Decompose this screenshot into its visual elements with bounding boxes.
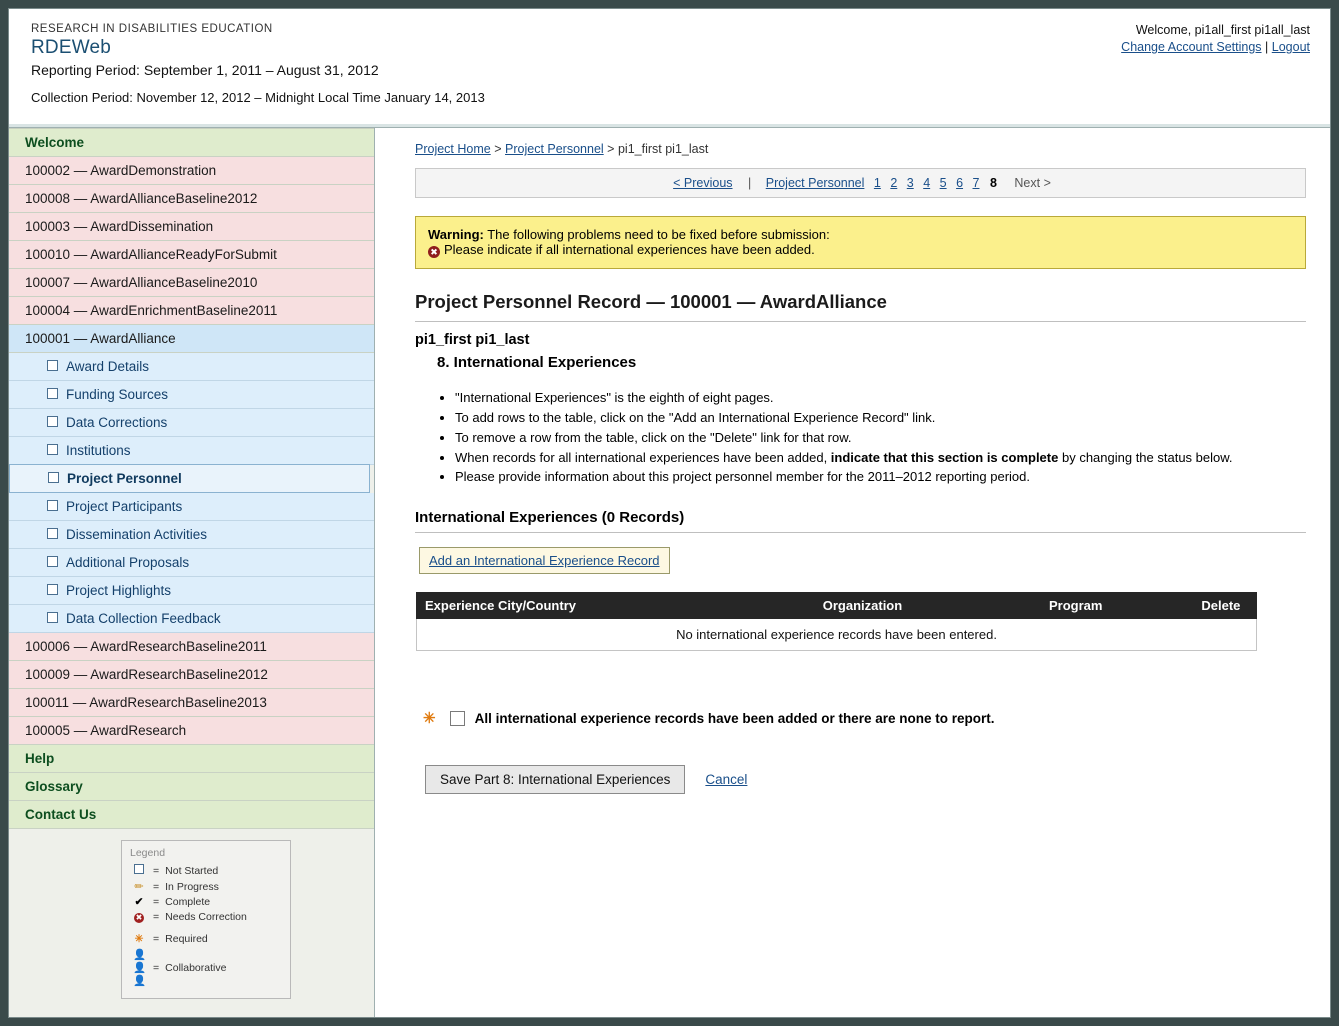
sidebar-item-award-100011[interactable]: 100011 — AwardResearchBaseline2013 bbox=[9, 689, 374, 717]
required-star-icon: ✳ bbox=[423, 710, 436, 728]
not-started-icon bbox=[47, 612, 58, 623]
not-started-icon bbox=[47, 388, 58, 399]
legend bbox=[121, 840, 291, 999]
list-item: • "International Experiences" is the eighth of eight pages. bbox=[455, 389, 1306, 408]
warning-line bbox=[428, 227, 1293, 242]
sidebar-subitem-label: Funding Sources bbox=[66, 387, 169, 402]
sidebar-subitem-label: Project Personnel bbox=[67, 471, 182, 486]
legend-equals: = bbox=[153, 961, 160, 974]
sidebar-subitem-label: Award Details bbox=[66, 359, 150, 374]
sidebar-subitem-project-personnel[interactable] bbox=[9, 464, 370, 493]
app-window bbox=[8, 8, 1331, 1018]
pager-separator: | bbox=[748, 176, 752, 190]
link-separator: | bbox=[1265, 40, 1269, 54]
breadcrumb-separator: > bbox=[607, 142, 615, 156]
person-name: pi1_first pi1_last bbox=[415, 332, 530, 348]
not-started-icon bbox=[47, 528, 58, 539]
sidebar-item-award-100004[interactable]: 100004 — AwardEnrichmentBaseline2011 bbox=[9, 297, 374, 325]
not-started-icon bbox=[47, 556, 58, 567]
not-started-icon bbox=[47, 444, 58, 455]
legend-label: Not Started bbox=[165, 864, 219, 877]
page-body bbox=[9, 127, 1330, 1017]
sidebar-item-award-100009[interactable]: 100009 — AwardResearchBaseline2012 bbox=[9, 661, 374, 689]
section-heading: 8. International Experiences bbox=[437, 354, 637, 371]
check-icon: ✔ bbox=[134, 896, 144, 908]
sidebar-subitem-award-details[interactable] bbox=[9, 353, 374, 381]
sidebar-nav bbox=[9, 128, 374, 829]
sidebar-subitem-additional-proposals[interactable] bbox=[9, 549, 374, 577]
sidebar-subitem-label: Institutions bbox=[66, 443, 131, 458]
legend-row-needs-correction bbox=[130, 911, 282, 923]
column-organization: Organization bbox=[759, 593, 966, 619]
sidebar-subitem-institutions[interactable] bbox=[9, 437, 374, 465]
sidebar bbox=[9, 128, 375, 1017]
legend-row-collaborative bbox=[130, 948, 282, 987]
pager-page-6[interactable]: 6 bbox=[956, 176, 964, 190]
legend-label: Complete bbox=[165, 896, 211, 908]
sidebar-item-award-100008[interactable]: 100008 — AwardAllianceBaseline2012 bbox=[9, 185, 374, 213]
error-icon: ✖ bbox=[428, 246, 440, 258]
legend-equals: = bbox=[153, 880, 160, 893]
app-title: RDEWeb bbox=[31, 37, 112, 58]
pager-page-3[interactable]: 3 bbox=[906, 176, 914, 190]
account-area bbox=[1121, 23, 1310, 54]
column-experience-city-country: Experience City/Country bbox=[417, 593, 759, 619]
all-records-added-checkbox[interactable] bbox=[450, 711, 465, 726]
legend-label: In Progress bbox=[165, 880, 219, 893]
app-header bbox=[9, 9, 1330, 127]
sidebar-item-award-100006[interactable]: 100006 — AwardResearchBaseline2011 bbox=[9, 633, 374, 661]
not-started-icon bbox=[47, 500, 58, 511]
sidebar-item-award-100003[interactable]: 100003 — AwardDissemination bbox=[9, 213, 374, 241]
pager-page-1[interactable]: 1 bbox=[873, 176, 881, 190]
pager-project-personnel-link[interactable]: Project Personnel bbox=[765, 176, 865, 190]
legend-label: Required bbox=[165, 933, 208, 945]
sidebar-subitem-label: Dissemination Activities bbox=[66, 527, 208, 542]
column-program: Program bbox=[966, 593, 1185, 619]
sidebar-item-award-100001[interactable]: 100001 — AwardAlliance bbox=[9, 325, 374, 353]
legend-equals: = bbox=[153, 933, 160, 945]
list-item: • To add rows to the table, click on the "Add an International Experience Record" link. bbox=[455, 409, 1306, 428]
list-item: • To remove a row from the table, click on the "Delete" link for that row. bbox=[455, 429, 1306, 448]
add-international-experience-link[interactable]: Add an International Experience Record bbox=[429, 553, 660, 569]
legend-row-complete bbox=[130, 896, 282, 908]
pager bbox=[415, 168, 1306, 198]
collection-period: Collection Period: November 12, 2012 – Midnight Local Time January 14, 2013 bbox=[31, 90, 485, 105]
sidebar-item-award-100005[interactable]: 100005 — AwardResearch bbox=[9, 717, 374, 745]
sidebar-subitem-label: Project Highlights bbox=[66, 583, 172, 598]
pager-next-link[interactable]: Next > bbox=[1014, 176, 1051, 190]
page-title: Project Personnel Record — 100001 — AwardAlliance bbox=[415, 291, 1306, 322]
add-international-experience-button[interactable] bbox=[419, 547, 670, 574]
legend-equals: = bbox=[153, 864, 160, 877]
welcome-text: Welcome, pi1all_first pi1all_last bbox=[1135, 23, 1310, 37]
instructions-list bbox=[435, 389, 1306, 487]
list-item: • Please provide information about this project personnel member for the 2011–2012 reporting period. bbox=[455, 468, 1306, 487]
pager-page-7[interactable]: 7 bbox=[972, 176, 980, 190]
legend-title: Legend bbox=[130, 847, 166, 859]
warning-item bbox=[428, 242, 1293, 258]
form-actions bbox=[425, 765, 1306, 794]
warning-item-text: Please indicate if all international experiences have been added. bbox=[444, 242, 815, 257]
not-started-icon bbox=[47, 584, 58, 595]
breadcrumb-current: pi1_first pi1_last bbox=[617, 142, 709, 156]
legend-row-required bbox=[130, 933, 282, 945]
org-eyebrow: RESEARCH IN DISABILITIES EDUCATION bbox=[31, 23, 273, 35]
sidebar-subitem-funding-sources[interactable] bbox=[9, 381, 374, 409]
sidebar-item-welcome[interactable]: Welcome bbox=[9, 129, 374, 157]
table-heading: International Experiences (0 Records) bbox=[415, 509, 1306, 533]
save-button[interactable]: Save Part 8: International Experiences bbox=[425, 765, 685, 794]
column-delete: Delete bbox=[1185, 593, 1256, 619]
legend-equals: = bbox=[153, 911, 160, 923]
sidebar-subitem-project-participants[interactable] bbox=[9, 493, 374, 521]
warning-text: The following problems need to be fixed before submission: bbox=[483, 227, 830, 242]
not-started-icon bbox=[47, 416, 58, 427]
list-item: • When records for all international experiences have been added, indicate that this section is complete by changing the status below. bbox=[455, 449, 1306, 468]
not-started-icon bbox=[47, 360, 58, 371]
pencil-icon: ✏ bbox=[134, 881, 144, 893]
not-started-icon bbox=[130, 864, 148, 877]
breadcrumb-separator: > bbox=[494, 142, 502, 156]
change-account-settings-link[interactable]: Change Account Settings bbox=[1121, 40, 1262, 54]
all-records-added-label: All international experience records have been added or there are none to report. bbox=[474, 710, 995, 726]
sidebar-subitem-label: Additional Proposals bbox=[66, 555, 190, 570]
sidebar-item-contact-us[interactable]: Contact Us bbox=[9, 801, 374, 829]
sidebar-item-help[interactable]: Help bbox=[9, 745, 374, 773]
sidebar-subitem-project-highlights[interactable] bbox=[9, 577, 374, 605]
list-item-emphasis: indicate that this section is complete bbox=[830, 449, 1059, 465]
sidebar-item-award-100007[interactable]: 100007 — AwardAllianceBaseline2010 bbox=[9, 269, 374, 297]
breadcrumb-project-home[interactable]: Project Home bbox=[415, 142, 491, 156]
pager-page-2[interactable]: 2 bbox=[890, 176, 898, 190]
completion-checkbox-row bbox=[423, 709, 1306, 727]
logout-link[interactable]: Logout bbox=[1271, 40, 1310, 54]
collaborative-people-icon: 👤👤👤 bbox=[132, 949, 146, 987]
pager-current-page: 8 bbox=[989, 176, 997, 190]
sidebar-subitem-data-collection-feedback[interactable] bbox=[9, 605, 374, 633]
sidebar-item-award-100010[interactable]: 100010 — AwardAllianceReadyForSubmit bbox=[9, 241, 374, 269]
legend-equals: = bbox=[153, 896, 160, 908]
sidebar-subitem-label: Data Corrections bbox=[66, 415, 168, 430]
sidebar-subitem-dissemination-activities[interactable] bbox=[9, 521, 374, 549]
sidebar-subitem-data-corrections[interactable] bbox=[9, 409, 374, 437]
table-row bbox=[417, 619, 1257, 651]
legend-label: Collaborative bbox=[165, 961, 227, 974]
pager-previous-link[interactable]: < Previous bbox=[673, 176, 733, 190]
international-experiences-table bbox=[416, 592, 1257, 651]
breadcrumb bbox=[415, 142, 1306, 156]
sidebar-subitem-label: Project Participants bbox=[66, 499, 183, 514]
pager-page-5[interactable]: 5 bbox=[939, 176, 947, 190]
main-content bbox=[375, 128, 1330, 1017]
cancel-link[interactable]: Cancel bbox=[705, 772, 748, 788]
sidebar-item-glossary[interactable]: Glossary bbox=[9, 773, 374, 801]
warning-banner bbox=[415, 216, 1306, 269]
warning-title: Warning: bbox=[428, 227, 484, 242]
error-icon: ✖ bbox=[135, 913, 143, 922]
sidebar-item-award-100002[interactable]: 100002 — AwardDemonstration bbox=[9, 157, 374, 185]
sidebar-subitem-label: Data Collection Feedback bbox=[66, 611, 221, 626]
not-started-icon bbox=[48, 472, 59, 483]
reporting-period: Reporting Period: September 1, 2011 – August 31, 2012 bbox=[31, 62, 379, 78]
legend-row-in-progress bbox=[130, 880, 282, 893]
table-header-row bbox=[417, 593, 1257, 619]
legend-label: Needs Correction bbox=[165, 911, 247, 923]
legend-row-not-started bbox=[130, 864, 282, 877]
required-star-icon: ✳ bbox=[134, 933, 144, 945]
pager-page-4[interactable]: 4 bbox=[923, 176, 931, 190]
empty-table-message: No international experience records have been entered. bbox=[417, 619, 1257, 651]
breadcrumb-project-personnel[interactable]: Project Personnel bbox=[505, 142, 604, 156]
